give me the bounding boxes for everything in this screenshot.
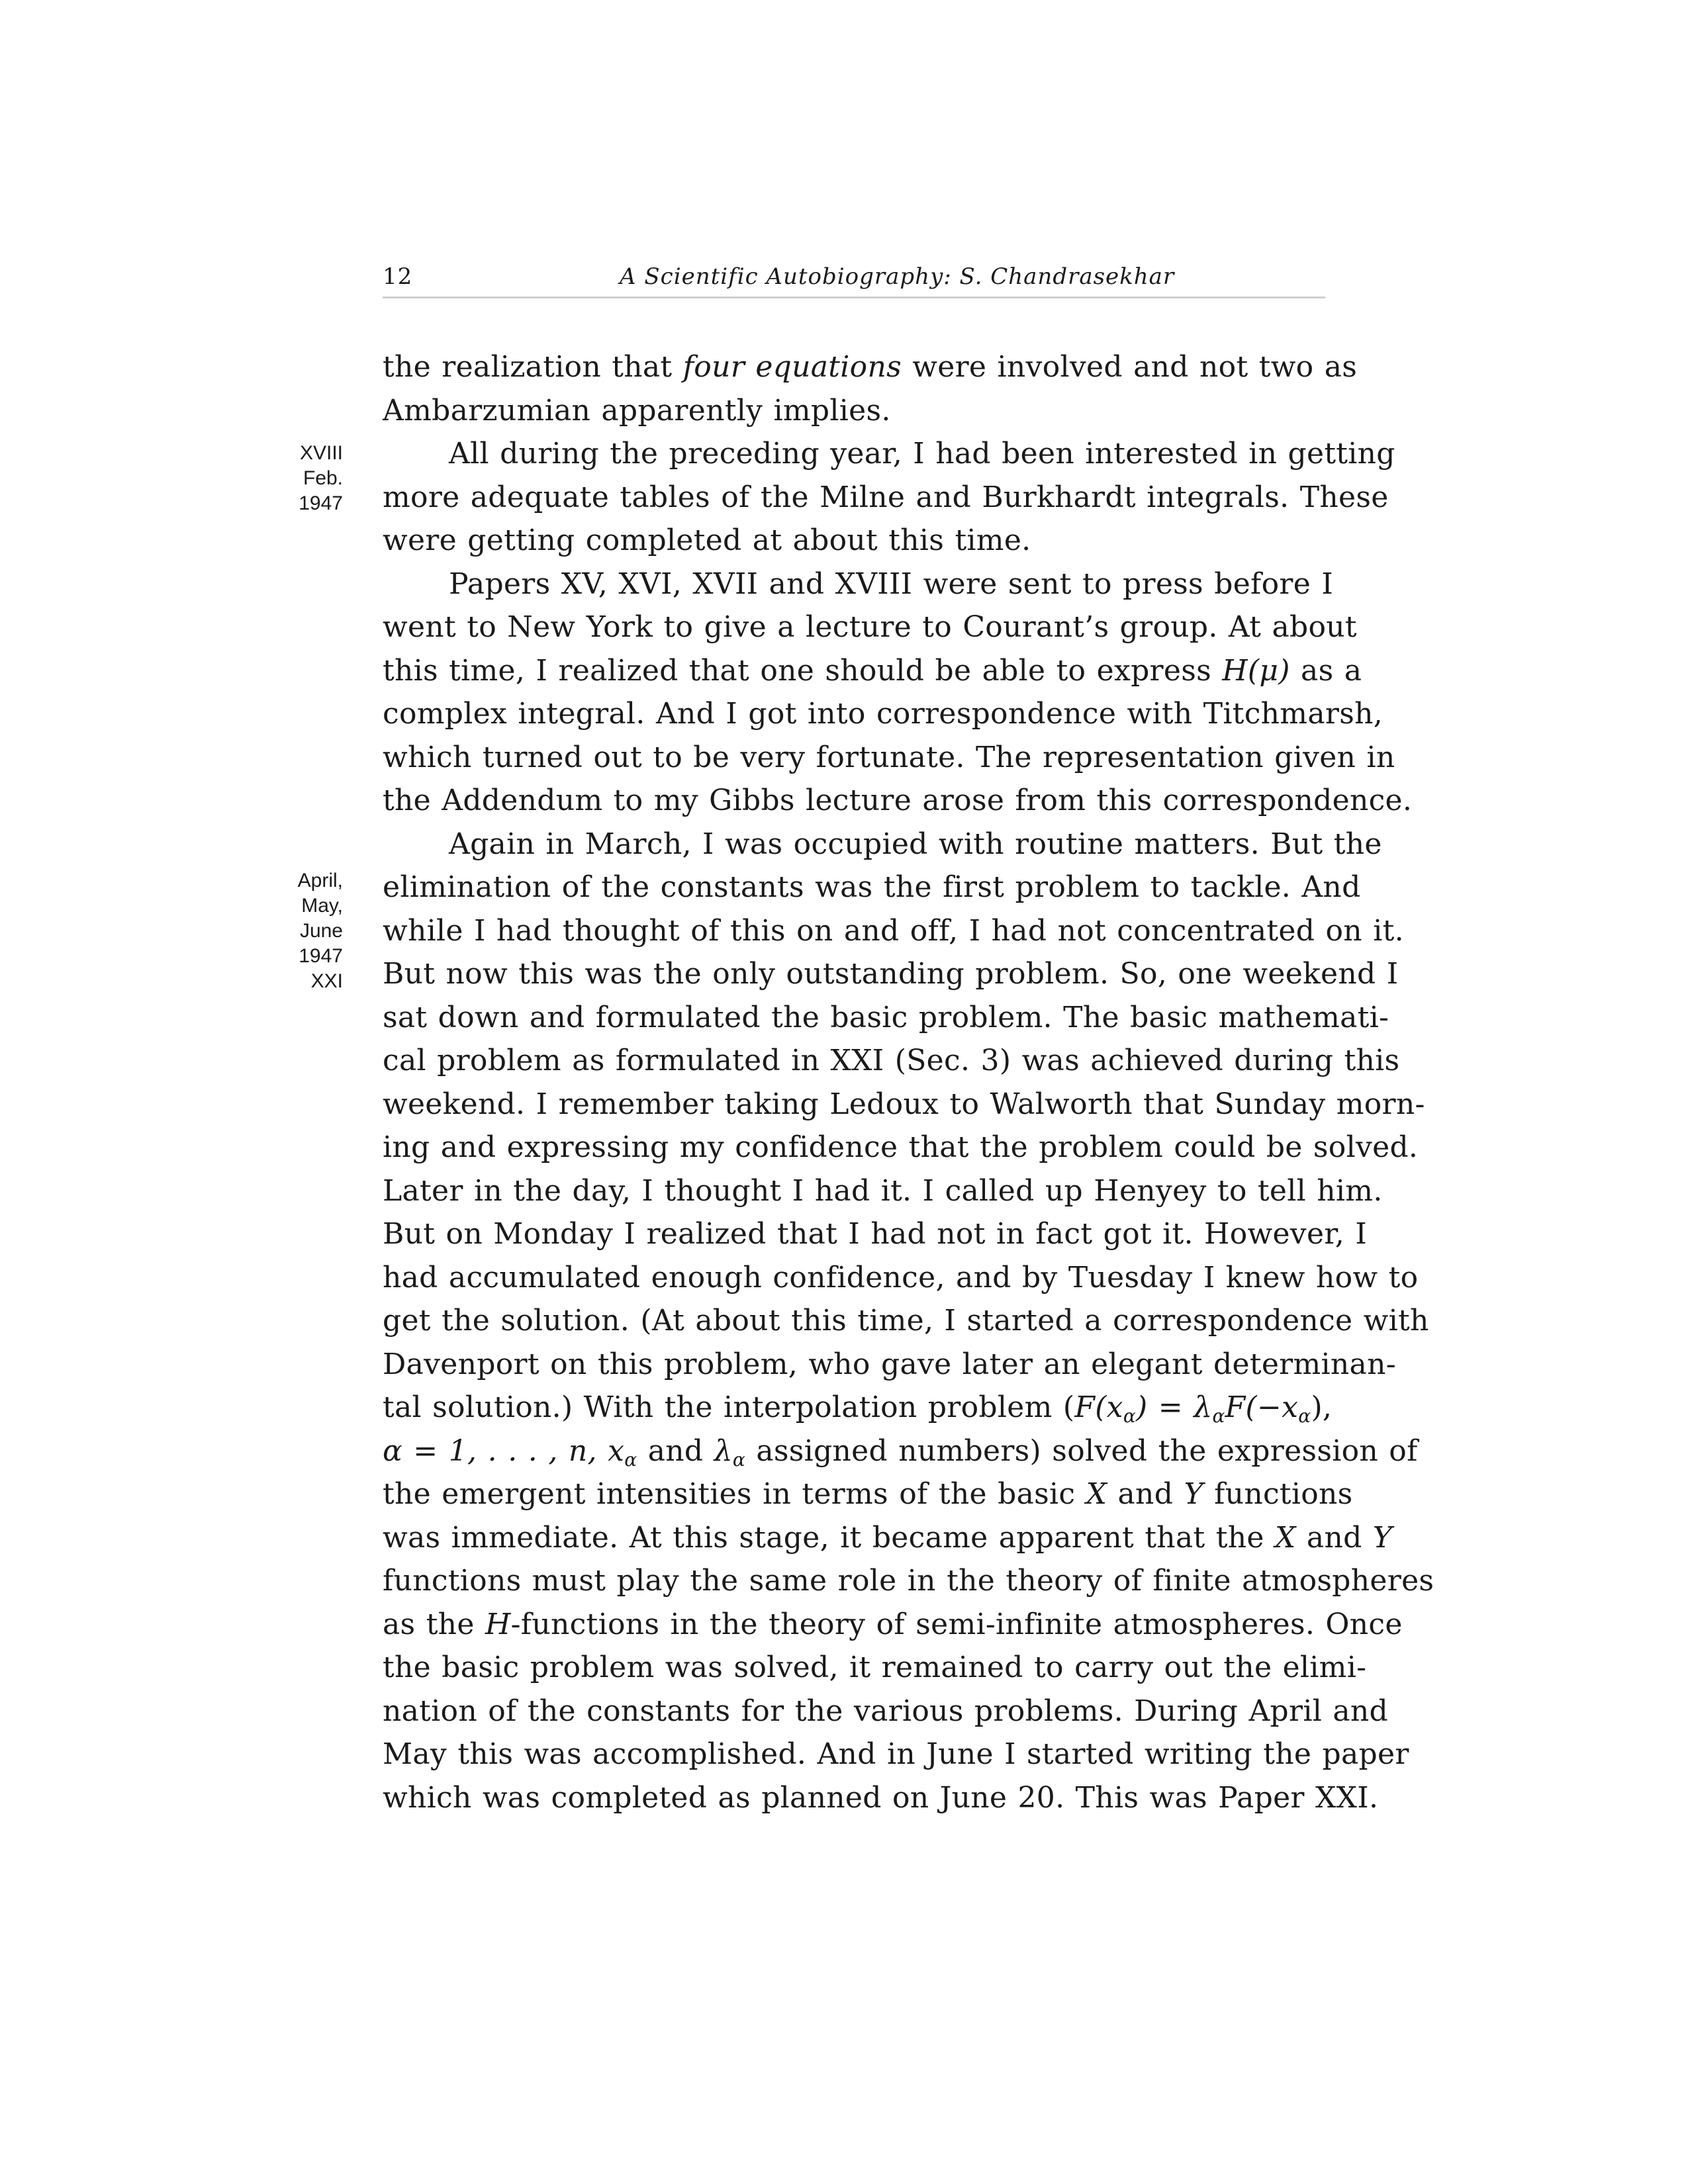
text-line: more adequate tables of the Milne and Burkhardt integrals. These: [383, 480, 1389, 514]
margin-note-line: XXI: [310, 970, 343, 992]
text-line: which turned out to be very fortunate. The representation given in: [383, 740, 1395, 774]
text-line: ing and expressing my confidence that the problem could be solved.: [383, 1130, 1419, 1164]
margin-note-april-june-1947: [250, 868, 343, 994]
running-title: A Scientific Autobiography: S. Chandrasekhar: [620, 263, 1175, 290]
margin-note-line: April,: [297, 870, 343, 891]
text-line: the realization that four equations were involved and not two as: [383, 350, 1358, 384]
text-line: α = 1, . . . , n, $x_\alpha$ and $\lambda_\alpha$ assigned numbers) solved the expression of: [383, 1433, 1418, 1471]
text-line: All during the preceding year, I had been interested in getting: [449, 437, 1395, 471]
margin-note-line: June: [299, 920, 343, 942]
text-line: But now this was the only outstanding problem. So, one weekend I: [383, 957, 1399, 991]
text-line: May this was accomplished. And in June I started writing the paper: [383, 1737, 1409, 1771]
text-line: the basic problem was solved, it remained to carry out the elimi-: [383, 1651, 1367, 1684]
text-line: functions must play the same role in the theory of finite atmospheres: [383, 1564, 1434, 1598]
text-line: complex integral. And I got into correspondence with Titchmarsh,: [383, 697, 1383, 731]
text-line: cal problem as formulated in XXI (Sec. 3) was achieved during this: [383, 1044, 1400, 1077]
text-line: the emergent intensities in terms of the basic X and Y functions: [383, 1477, 1353, 1511]
margin-note-line: 1947: [299, 492, 343, 514]
text-line: while I had thought of this on and off, I had not concentrated on it.: [383, 913, 1404, 948]
text-line: Papers XV, XVI, XVII and XVIII were sent to press before I: [449, 567, 1334, 601]
text-line: tal solution.) With the interpolation problem ($F(x_\alpha) = \lambda_\alpha F(-x_\alpha)$,: [383, 1390, 1333, 1427]
text-line: this time, I realized that one should be able to express H(μ) as a: [383, 653, 1362, 688]
text-line: was immediate. At this stage, it became apparent that the X and Y: [383, 1520, 1393, 1555]
margin-note-line: XVIII: [299, 442, 343, 464]
text-line: Ambarzumian apparently implies.: [383, 393, 891, 428]
page-number: 12: [383, 263, 413, 290]
text-line: elimination of the constants was the first problem to tackle. And: [383, 870, 1361, 904]
text-line: sat down and formulated the basic problem. The basic mathemati-: [383, 1000, 1389, 1034]
margin-note-feb-1947: [250, 441, 343, 516]
text-line: were getting completed at about this time.: [383, 523, 1031, 557]
text-line: as the H-functions in the theory of semi-infinite atmospheres. Once: [383, 1607, 1403, 1641]
text-line: went to New York to give a lecture to Courant’s group. At about: [383, 610, 1357, 644]
text-line: But on Monday I realized that I had not in fact got it. However, I: [383, 1217, 1368, 1251]
text-line: Davenport on this problem, who gave later an elegant determinan-: [383, 1347, 1396, 1381]
text-line: Later in the day, I thought I had it. I called up Henyey to tell him.: [383, 1173, 1383, 1208]
body-text: [383, 345, 1434, 1819]
text-line: which was completed as planned on June 20. This was Paper XXI.: [383, 1780, 1379, 1815]
margin-note-line: May,: [301, 895, 343, 917]
text-line: had accumulated enough confidence, and by Tuesday I knew how to: [383, 1260, 1419, 1295]
text-line: the Addendum to my Gibbs lecture arose from this correspondence.: [383, 784, 1413, 817]
margin-note-line: Feb.: [303, 467, 343, 489]
text-line: weekend. I remember taking Ledoux to Walworth that Sunday morn-: [383, 1087, 1425, 1121]
text-line: get the solution. (At about this time, I started a correspondence with: [383, 1304, 1429, 1338]
text-line: Again in March, I was occupied with routine matters. But the: [449, 827, 1382, 861]
margin-note-line: 1947: [299, 945, 343, 967]
running-head: [383, 259, 1325, 298]
text-line: nation of the constants for the various problems. During April and: [383, 1694, 1389, 1728]
